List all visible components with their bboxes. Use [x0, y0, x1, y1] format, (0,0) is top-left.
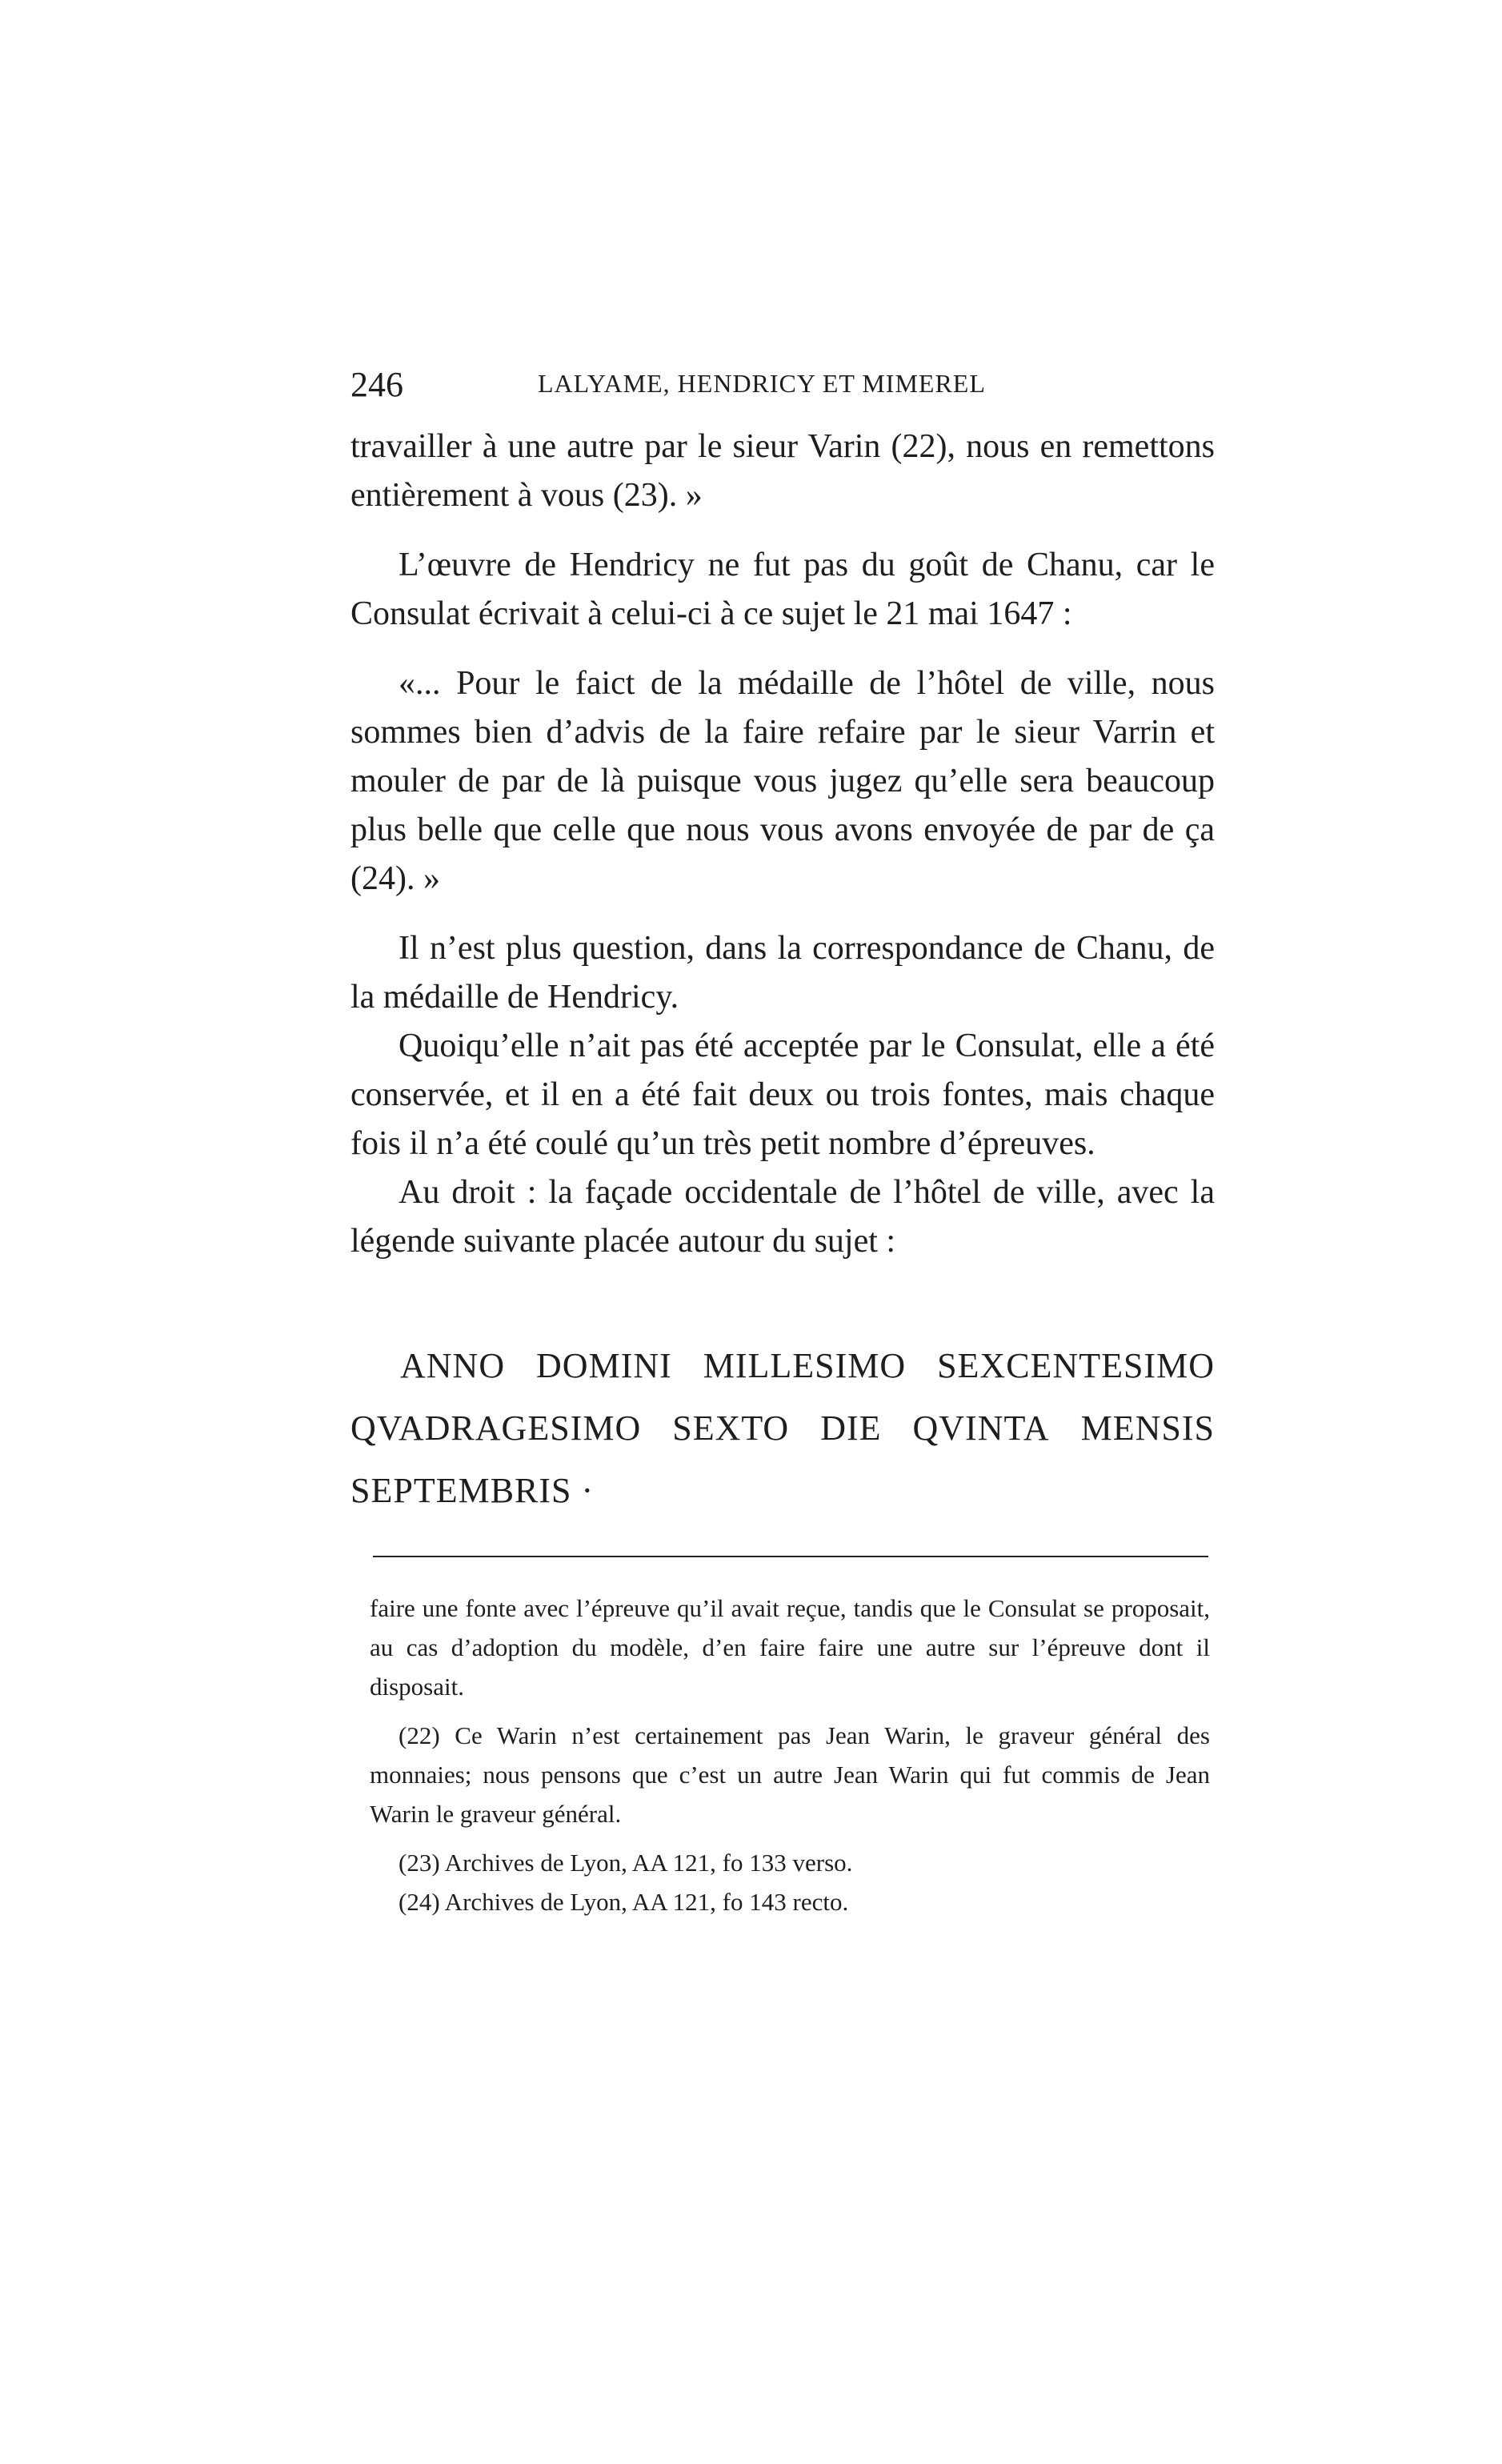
legend-line-1 [350, 1335, 1215, 1397]
legend-word: MENSIS [1080, 1408, 1215, 1448]
page-number: 246 [350, 365, 403, 404]
footnote-separator [373, 1556, 1208, 1557]
legend-word: ANNO [400, 1346, 506, 1385]
footnote-24: (24) Archives de Lyon, AA 121, fo 143 recto. [399, 1888, 849, 1916]
legend-line-3 [350, 1460, 1215, 1522]
legend-word: DOMINI [536, 1346, 672, 1385]
paragraph-2: L’œuvre de Hendricy ne fut pas du goût de Chanu, car le Consulat écrivait à celui-ci à ce sujet le 21 mai 1647 : [350, 547, 1215, 632]
footnote-22: (22) Ce Warin n’est certainement pas Jean Warin, le graveur général des monnaies; nous pensons que c’est un autre Jean Warin qui fut commis de Jean Warin le graveur général. [370, 1721, 1210, 1828]
legend-word: SEXCENTESIMO [937, 1346, 1215, 1385]
quotation-paragraph: «... Pour le faict de la médaille de l’hôtel de ville, nous sommes bien d’advis de la faire refaire par le sieur Varrin et mouler de par de là puisque vous jugez qu’elle sera beaucoup plus belle que celle que nous vous avons envoyée de par de ça (24). » [350, 665, 1215, 897]
running-head [350, 364, 1215, 412]
legend-word: QVADRAGESIMO [350, 1408, 642, 1448]
paragraph-5: Quoiqu’elle n’ait pas été acceptée par le Consulat, elle a été conservée, et il en a été fait deux ou trois fontes, mais chaque fois il n’a été coulé qu’un très petit nombre d’épreuves. [350, 1028, 1215, 1162]
footnote-23: (23) Archives de Lyon, AA 121, fo 133 verso. [399, 1849, 853, 1877]
legend-word: SEPTEMBRIS · [350, 1471, 595, 1510]
legend-word: QVINTA [912, 1408, 1050, 1448]
main-text [350, 423, 1215, 1266]
paragraph-1: travailler à une autre par le sieur Varin (22), nous en remettons entièrement à vous (23). » [350, 428, 1215, 514]
legend-word: MILLESIMO [703, 1346, 907, 1385]
paragraph-4: Il n’est plus question, dans la correspondance de Chanu, de la médaille de Hendricy. [350, 930, 1215, 1016]
medal-legend [350, 1335, 1215, 1522]
footnote-continuation: faire une fonte avec l’épreuve qu’il avait reçue, tandis que le Consulat se proposait, au cas d’adoption du modèle, d’en faire faire une autre sur l’épreuve dont il disposait. [370, 1594, 1210, 1701]
footnotes [370, 1589, 1210, 1921]
legend-word: SEXTO [672, 1408, 790, 1448]
legend-line-2 [350, 1397, 1215, 1460]
paragraph-6: Au droit : la façade occidentale de l’hôtel de ville, avec la légende suivante placée autour du sujet : [350, 1174, 1215, 1260]
legend-word: DIE [820, 1408, 882, 1448]
running-title: LALYAME, HENDRICY ET MIMEREL [538, 369, 986, 398]
